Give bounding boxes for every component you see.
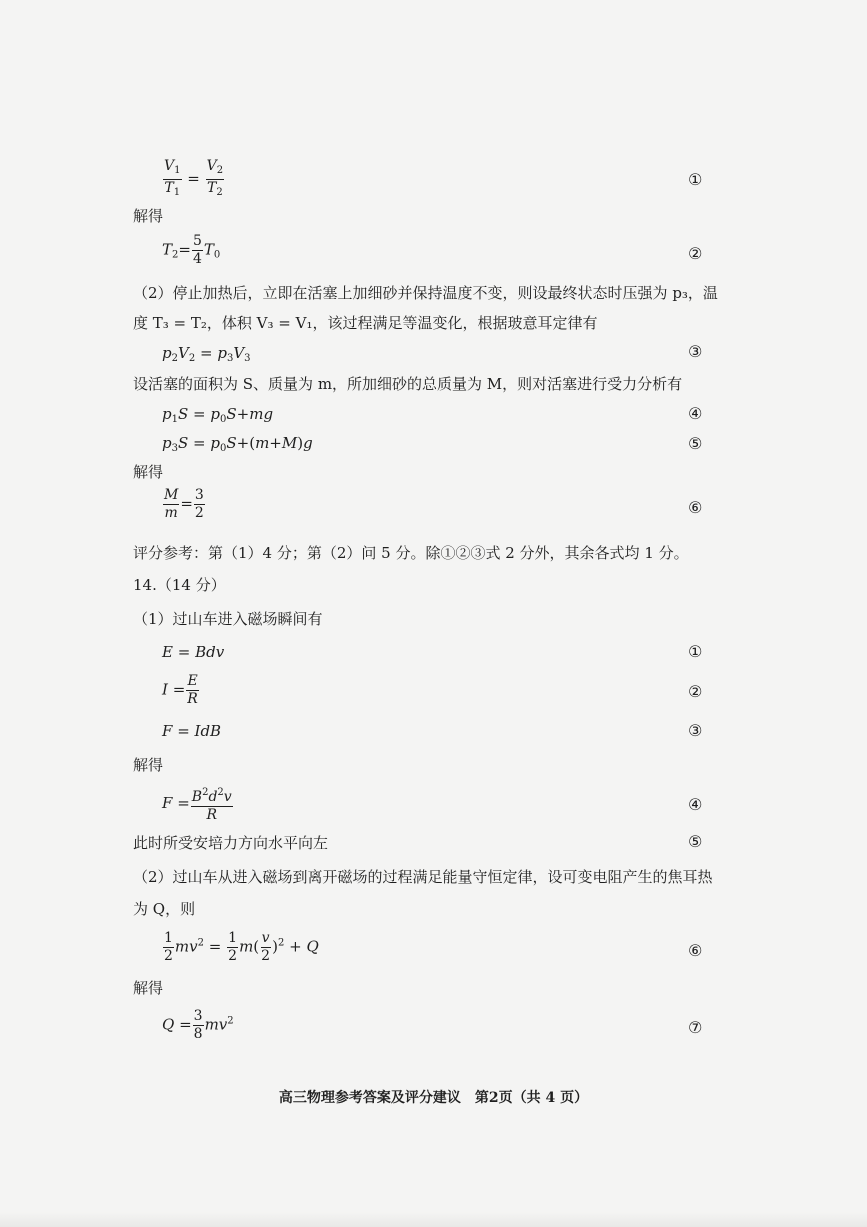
q14-part1-intro: （1）过山车进入磁场瞬间有 bbox=[133, 610, 323, 628]
piston-text: 设活塞的面积为 S、质量为 m，所加细砂的总质量为 M，则对活塞进行受力分析有 bbox=[133, 375, 683, 393]
q14-equation-3: F = IdB bbox=[162, 722, 222, 740]
q14-part2-line1: （2）过山车从进入磁场到离开磁场的过程满足能量守恒定律，设可变电阻产生的焦耳热 bbox=[133, 868, 713, 886]
solve-label-2: 解得 bbox=[133, 463, 164, 481]
ampere-force-direction: 此时所受安培力方向水平向左 bbox=[133, 834, 329, 852]
q14-equation-6: $\frac{1}{2}$ $mv^2$ = $\frac{1}{2}$ m( $\frac{v}{2}$ )$^2$ + Q bbox=[164, 930, 319, 964]
part2-text-line1: （2）停止加热后，立即在活塞上加细砂并保持温度不变，则设最终状态时压强为 p₃，温 bbox=[133, 284, 718, 302]
q14-eq-mark-4: ④ bbox=[688, 795, 703, 814]
solve-label-1: 解得 bbox=[133, 207, 164, 225]
q14-equation-4: F = $\frac{B^2d^2v}{R}$ bbox=[162, 784, 234, 824]
q14-equation-7: Q = $\frac{3}{8}$ $mv^2$ bbox=[162, 1008, 234, 1042]
scoring-reference: 评分参考：第（1）4 分；第（2）问 5 分。除①②③式 2 分外，其余各式均 1 分。 bbox=[133, 544, 689, 562]
page-footer: 高三物理参考答案及评分建议 第2页（共 4 页） bbox=[278, 1090, 589, 1106]
q14-eq-mark-1: ① bbox=[688, 642, 703, 661]
q14-eq-mark-7: ⑦ bbox=[688, 1018, 703, 1037]
scan-edge bbox=[0, 1212, 867, 1227]
eq-mark-1: ① bbox=[688, 170, 703, 189]
q14-eq-mark-3: ③ bbox=[688, 721, 703, 740]
equation-2: $T_2=$ $\frac{5}{4}$ $T_0$ bbox=[162, 233, 221, 267]
q14-part2-line2: 为 Q，则 bbox=[133, 900, 196, 918]
equation-4: $p_1S = p_0S+mg$ bbox=[162, 405, 274, 425]
solve-label-3: 解得 bbox=[133, 756, 164, 774]
q14-eq-mark-5: ⑤ bbox=[688, 832, 703, 851]
q14-equation-2: I = $\frac{E}{R}$ bbox=[162, 673, 198, 707]
equation-6: $\frac{M}{m}$ = $\frac{3}{2}$ bbox=[164, 487, 204, 521]
part2-text-line2: 度 T₃ = T₂，体积 V₃ = V₁，该过程满足等温变化，根据玻意耳定律有 bbox=[133, 314, 598, 332]
eq-mark-5: ⑤ bbox=[688, 434, 703, 453]
eq-mark-3: ③ bbox=[688, 342, 703, 361]
solve-label-4: 解得 bbox=[133, 979, 164, 997]
q14-eq-mark-2: ② bbox=[688, 682, 703, 701]
eq-mark-4: ④ bbox=[688, 404, 703, 423]
eq-mark-6: ⑥ bbox=[688, 498, 703, 517]
equation-3: $p_2V_2 = p_3V_3$ bbox=[162, 344, 251, 364]
equation-5: $p_3S = p_0S+(m+M)g$ bbox=[162, 434, 313, 454]
eq-mark-2: ② bbox=[688, 244, 703, 263]
question-14-title: 14.（14 分） bbox=[133, 576, 226, 594]
q14-equation-1: E = Bdv bbox=[162, 643, 225, 661]
q14-eq-mark-6: ⑥ bbox=[688, 941, 703, 960]
equation-1: $\frac{V_1}{T_1}$ = $\frac{V_2}{T_2}$ bbox=[164, 158, 224, 198]
